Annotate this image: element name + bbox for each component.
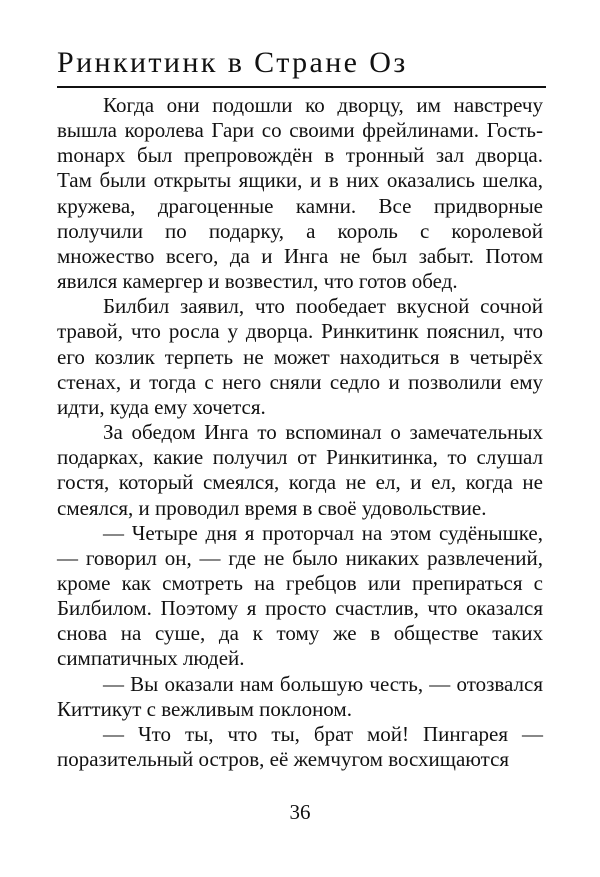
paragraph: Билбил заявил, что пообедает вкусной сочной травой, что росла у дворца. Ринкитинк пояснил, что его козлик терпеть не может находиться в четырёх стенах, и тогда с него сняли седло и позволили ему идти, куда ему хочется. (57, 294, 543, 419)
paragraph: — Четыре дня я проторчал на этом судёнышке, — говорил он, — где не было никаких развлечений, кроме как смотреть на гребцов или препираться с Билбилом. Поэтому я просто счастлив, что оказался снова на суше, да к тому же в обществе таких симпатичных людей. (57, 520, 543, 671)
paragraph: За обедом Инга то вспоминал о замечательных подарках, какие получил от Ринкитинка, то слушал гостя, который смеялся, когда не ел, и ел, когда не смеялся, и проводил время в своё удовольствие. (57, 420, 543, 520)
running-header (57, 44, 547, 82)
paragraph: Когда они подошли ко дворцу, им навстречу вышла королева Гари со своими фрейлинами. Гостьmонарх был препровождён в тронный зал дворца. Там были открыты ящики, и в них оказались шелка, кружева, драгоценные камни. Все придворные получили по подарку, а король с королевой множество всего, да и Инга не был забыт. Потом явился камергер и возвестил, что готов обед. (57, 93, 543, 294)
running-title: Ринкитинк в Стране Оз (57, 46, 408, 79)
header-rule (57, 86, 546, 88)
body-text (57, 93, 543, 772)
paragraph: — Вы оказали нам большую честь, — отозвался Киттикут с вежливым поклоном. (57, 671, 543, 721)
paragraph: — Что ты, что ты, брат мой! Пингарея — поразительный остров, её жемчугом восхищаются (57, 721, 543, 772)
page-number: 36 (289, 800, 311, 824)
